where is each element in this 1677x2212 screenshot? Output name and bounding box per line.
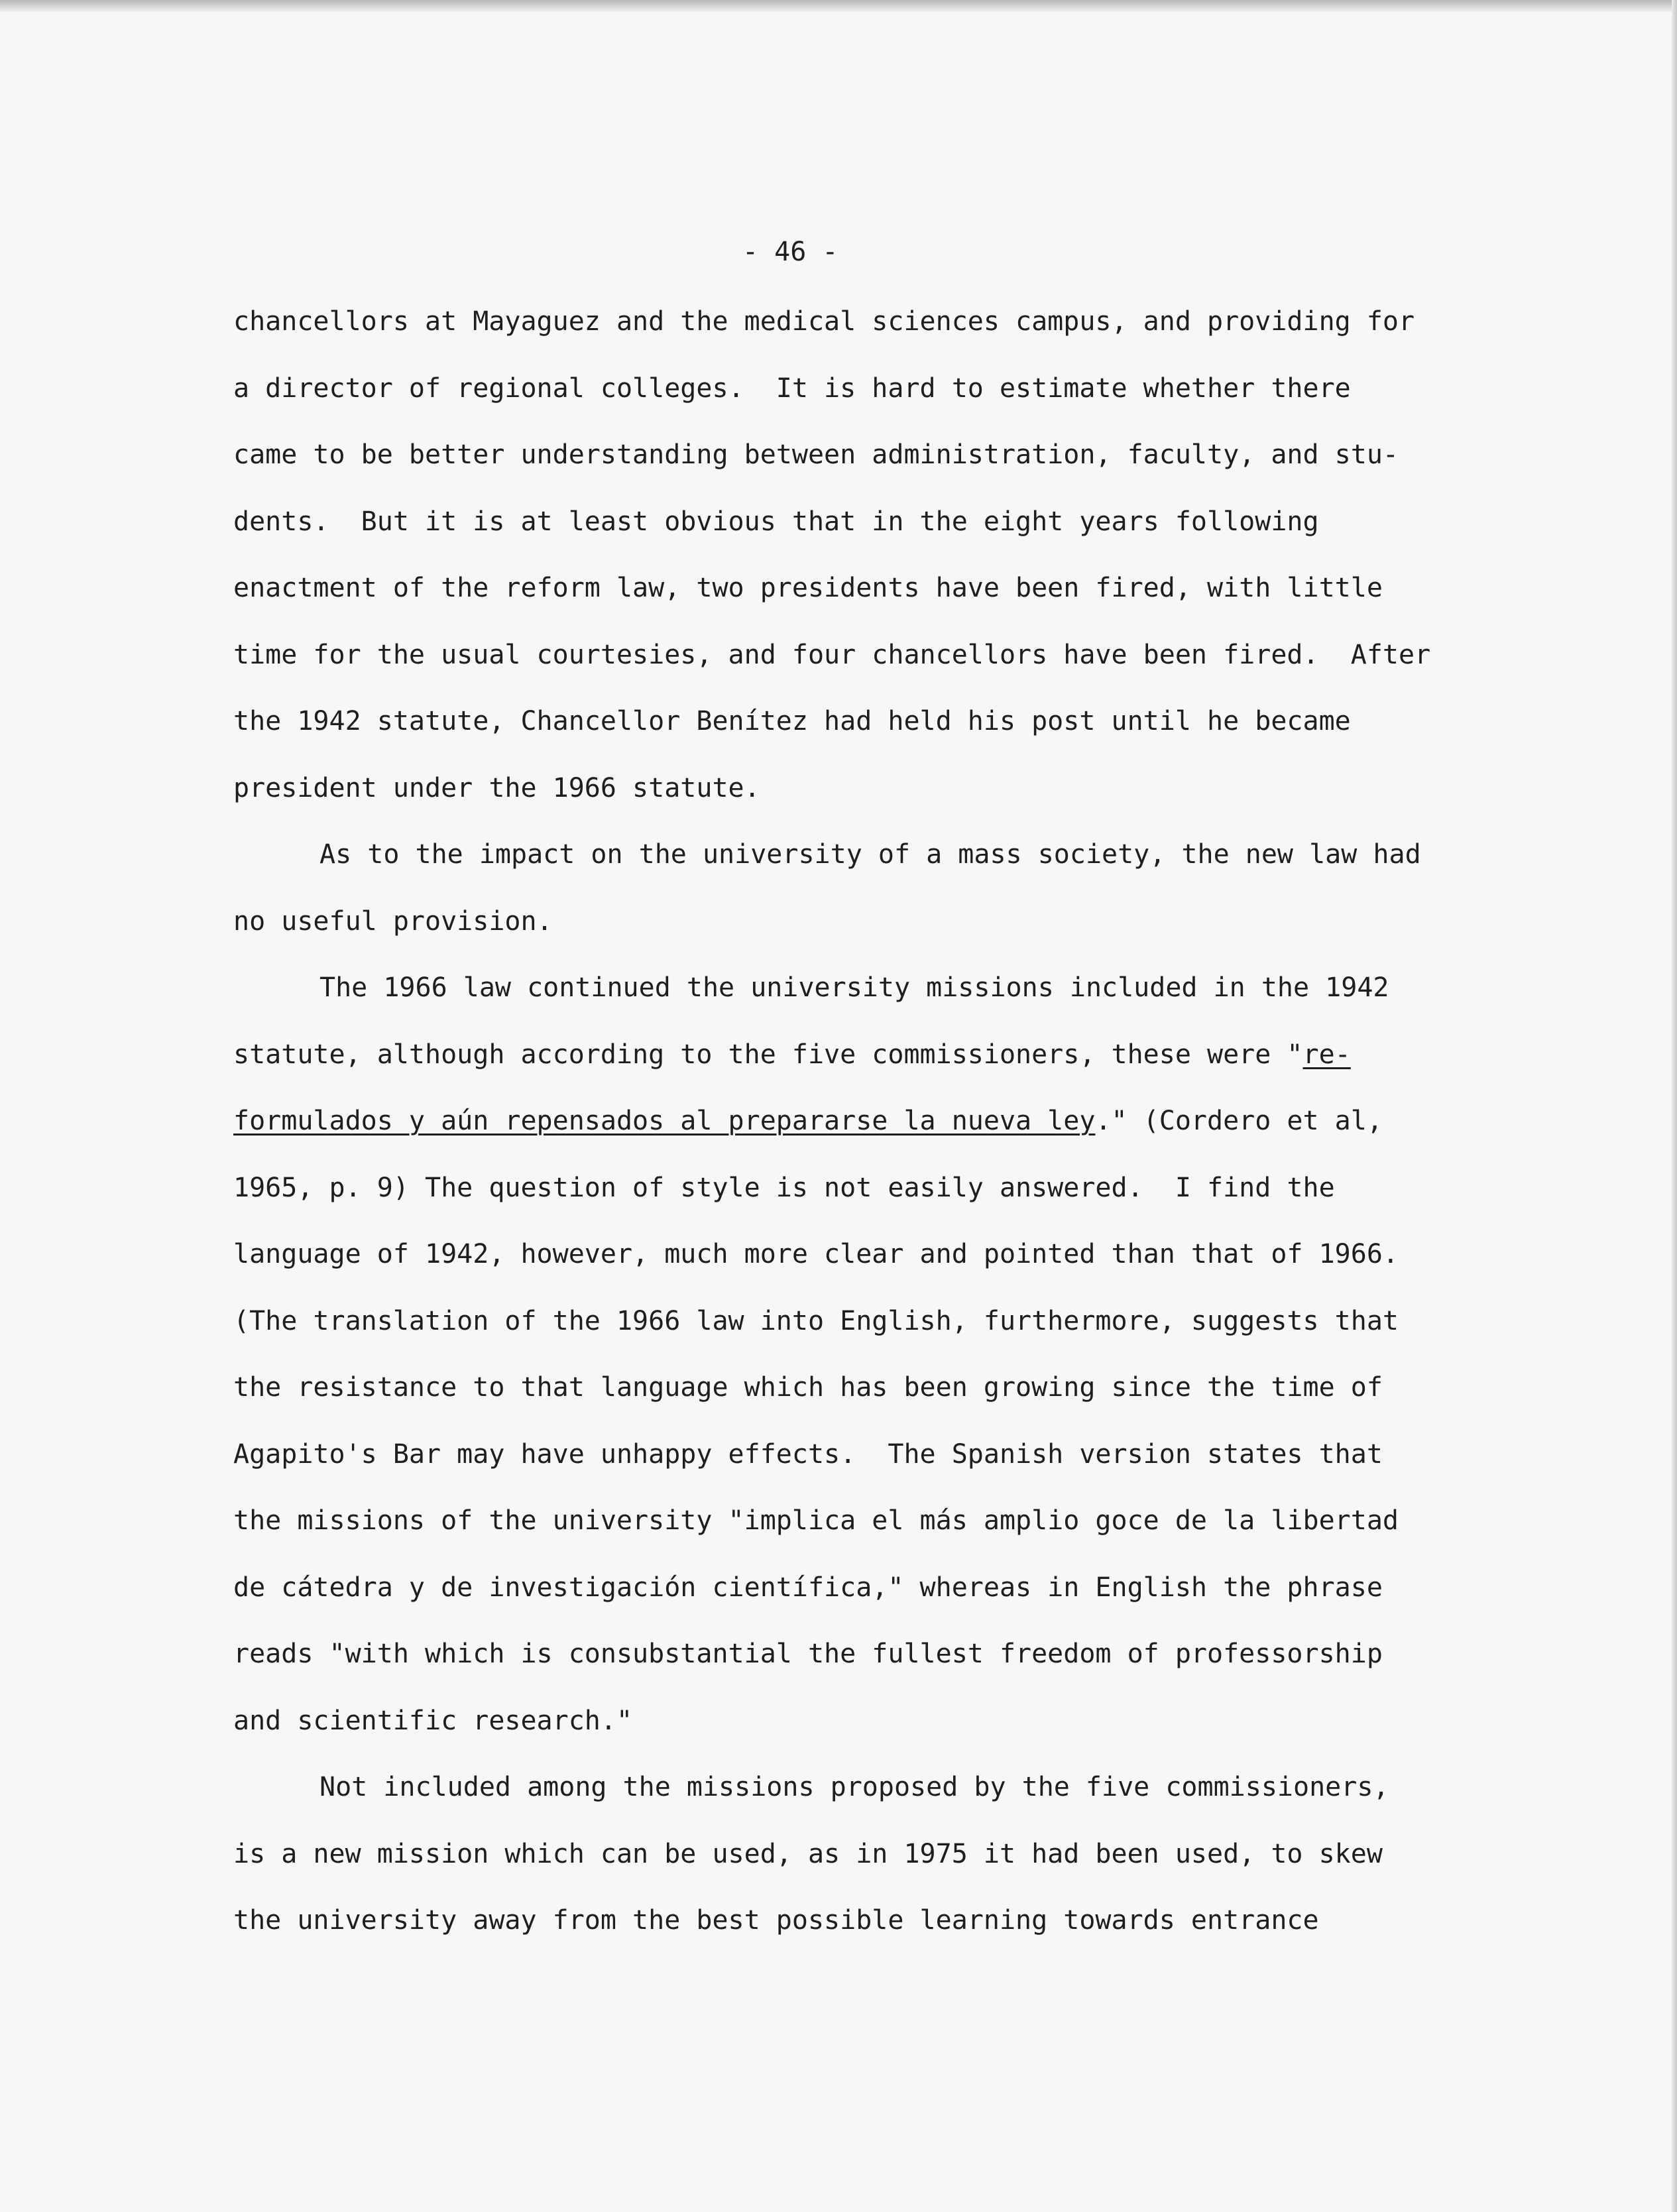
text-line	[233, 1504, 1399, 1537]
underlined-quote: re-	[1302, 1039, 1351, 1070]
text-segment: chancellors at Mayaguez and the medical sciences campus, and providing for	[233, 306, 1415, 337]
text-segment: ." (Cordero et al,	[1095, 1106, 1383, 1136]
text-segment: reads "with which is consubstantial the fullest freedom of professorship	[233, 1639, 1383, 1669]
text-line	[233, 505, 1319, 538]
text-line	[233, 1438, 1383, 1471]
text-segment: the 1942 statute, Chancellor Benítez had held his post until he became	[233, 706, 1351, 736]
text-line	[319, 838, 1421, 871]
text-line	[319, 1771, 1389, 1804]
scan-right-edge	[1672, 0, 1677, 2212]
text-line	[233, 1305, 1399, 1338]
text-segment: dents. But it is at least obvious that in the eight years following	[233, 506, 1319, 537]
text-segment: language of 1942, however, much more clear and pointed than that of 1966.	[233, 1239, 1399, 1269]
text-line	[233, 1038, 1351, 1071]
text-line	[233, 772, 760, 805]
page-number: - 46 -	[742, 237, 838, 267]
text-segment: de cátedra y de investigación científica," whereas in English the phrase	[233, 1572, 1383, 1603]
text-line	[233, 1238, 1399, 1271]
underlined-quote: formulados y aún repensados al prepararse la nueva ley	[233, 1106, 1096, 1136]
text-line	[233, 638, 1430, 671]
text-segment: the resistance to that language which has been growing since the time of	[233, 1372, 1383, 1403]
text-segment: no useful provision.	[233, 906, 553, 937]
text-segment: time for the usual courtesies, and four chancellors have been fired. After	[233, 640, 1431, 670]
text-line	[233, 1171, 1335, 1204]
text-segment: and scientific research."	[233, 1706, 633, 1736]
text-segment: president under the 1966 statute.	[233, 773, 760, 803]
text-line	[233, 1704, 632, 1737]
text-line	[233, 438, 1399, 471]
text-line	[233, 571, 1383, 605]
text-line	[233, 1837, 1383, 1871]
text-line	[233, 1571, 1383, 1604]
text-line	[233, 372, 1351, 405]
text-line	[233, 1371, 1383, 1404]
text-line	[233, 305, 1415, 338]
text-segment: 1965, p. 9) The question of style is not easily answered. I find the	[233, 1173, 1335, 1203]
text-segment: The 1966 law continued the university missions included in the 1942	[319, 972, 1389, 1003]
text-line	[319, 971, 1389, 1004]
text-line	[233, 1104, 1383, 1137]
text-segment: Agapito's Bar may have unhappy effects. The Spanish version states that	[233, 1439, 1383, 1470]
text-segment: the missions of the university "implica el más amplio goce de la libertad	[233, 1505, 1399, 1536]
text-segment: enactment of the reform law, two presidents have been fired, with little	[233, 573, 1383, 603]
text-segment: the university away from the best possible learning towards entrance	[233, 1905, 1319, 1936]
text-segment: As to the impact on the university of a mass society, the new law had	[319, 839, 1421, 870]
text-segment: is a new mission which can be used, as in 1975 it had been used, to skew	[233, 1839, 1383, 1869]
scan-top-edge	[0, 0, 1677, 12]
text-line	[233, 705, 1351, 738]
text-segment: a director of regional colleges. It is hard to estimate whether there	[233, 373, 1351, 404]
text-line	[233, 1637, 1383, 1670]
text-segment: came to be better understanding between administration, faculty, and stu-	[233, 439, 1399, 470]
text-line	[233, 905, 553, 938]
text-segment: statute, although according to the five commissioners, these were "	[233, 1039, 1303, 1070]
text-line	[233, 1904, 1319, 1937]
text-segment: Not included among the missions proposed by the five commissioners,	[319, 1772, 1389, 1802]
text-segment: (The translation of the 1966 law into English, furthermore, suggests that	[233, 1306, 1399, 1336]
